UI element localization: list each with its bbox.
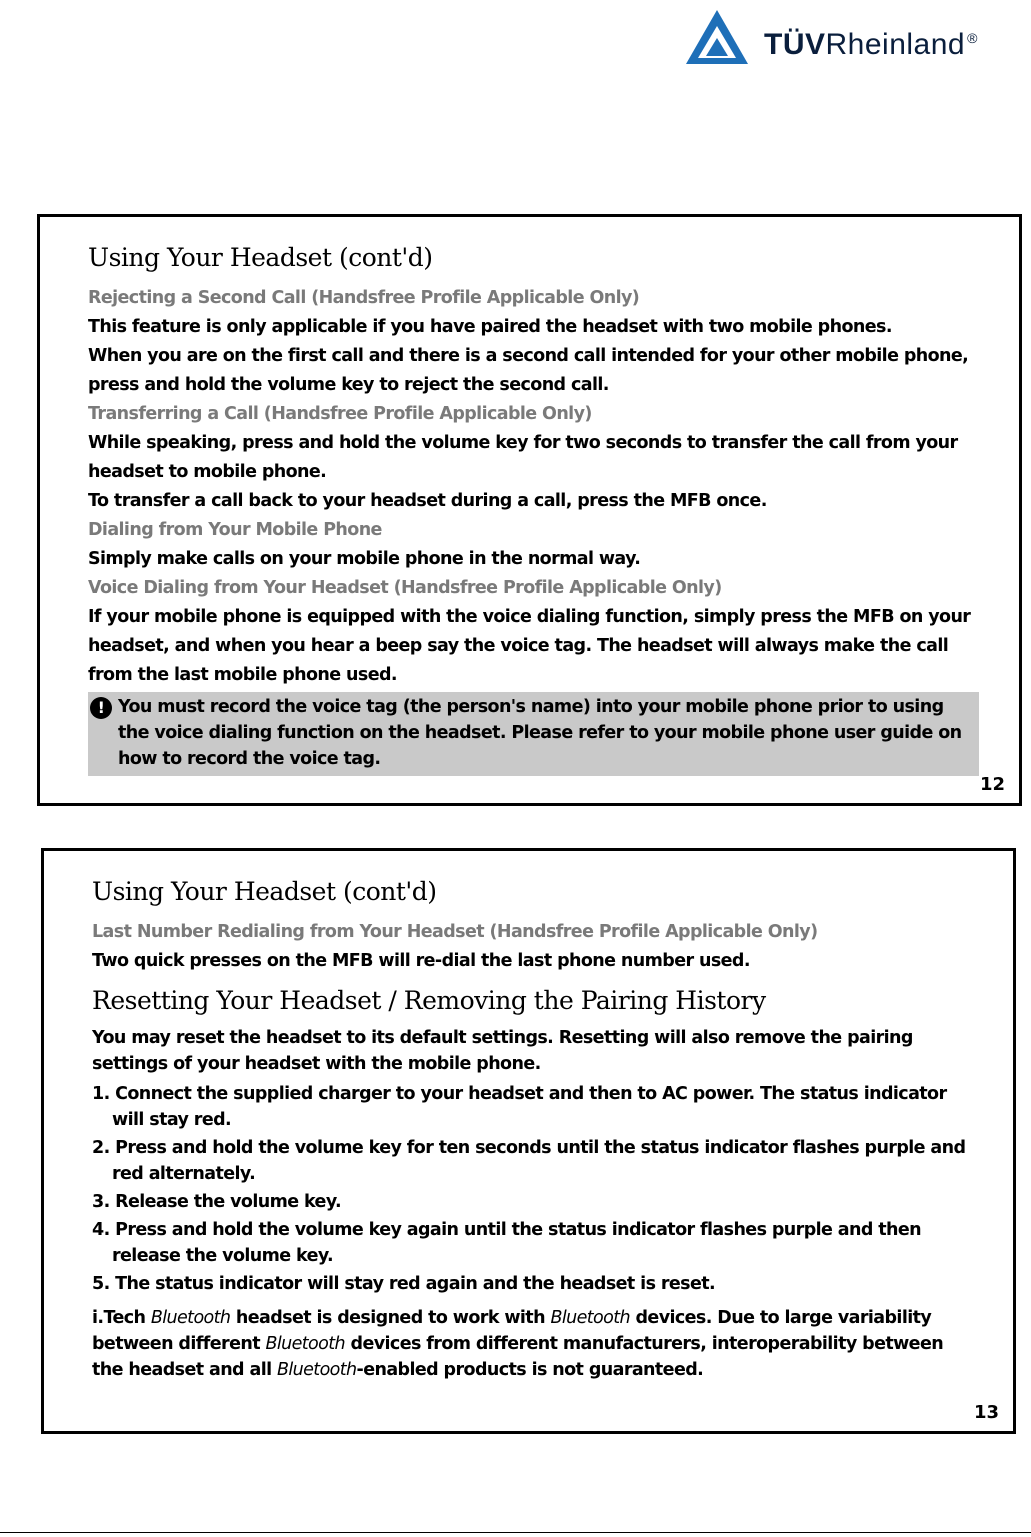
paragraph: When you are on the first call and there is a second call intended for your other mobile phone, press and hold the volume key to reject the second call. [88,346,969,395]
paragraph: This feature is only applicable if you have paired the headset with two mobile phones. [88,317,892,337]
section-heading: Transferring a Call (Handsfree Profile Applicable Only) [88,404,592,424]
list-item: 2. Press and hold the volume key for ten seconds until the status indicator flashes purple and red alternately. [92,1138,966,1184]
section-heading: Rejecting a Second Call (Handsfree Profile Applicable Only) [88,288,640,308]
paragraph: If your mobile phone is equipped with the voice dialing function, simply press the MFB on your headset, and when you hear a beep say the voice tag. The headset will always make the call from the last mobile phone used. [88,607,971,685]
manual-page-13 [41,848,1016,1434]
note-box [88,692,979,776]
note-text: You must record the voice tag (the person's name) into your mobile phone prior to using the voice dialing function on the headset. Please refer to your mobile phone user guide on how to record the voice tag. [118,697,962,769]
step-list [92,1081,973,1297]
paragraph: To transfer a call back to your headset during a call, press the MFB once. [88,491,767,511]
paragraph: You may reset the headset to its default settings. Resetting will also remove the pairing settings of your headset with the mobile phone. [92,1028,913,1074]
page-title: Using Your Headset (cont'd) [88,243,433,272]
paragraph: Two quick presses on the MFB will re-dial the last phone number used. [92,951,750,971]
triangle-logo-icon [682,8,752,68]
page-title: Using Your Headset (cont'd) [92,877,437,906]
section-heading: Dialing from Your Mobile Phone [88,520,382,540]
section-title: Resetting Your Headset / Removing the Pairing History [92,986,766,1015]
manual-page-12 [37,214,1022,806]
paragraph: While speaking, press and hold the volume key for two seconds to transfer the call from your headset to mobile phone. [88,433,958,482]
disclaimer: i.Tech Bluetooth headset is designed to work with Bluetooth devices. Due to large variability between different Bluetooth devices from different manufacturers, interoperability between the headset and all Bluetooth-enabled products is not guaranteed. [92,1308,944,1380]
exclamation-icon: ! [90,697,112,719]
bottom-rule [0,1532,1031,1533]
tuv-rheinland-logo [682,8,1012,68]
paragraph: Simply make calls on your mobile phone in the normal way. [88,549,641,569]
section-heading: Voice Dialing from Your Headset (Handsfree Profile Applicable Only) [88,578,722,598]
list-item: 3. Release the volume key. [92,1192,342,1212]
page-number: 12 [979,774,1005,795]
list-item: 1. Connect the supplied charger to your headset and then to AC power. The status indicator will stay red. [92,1084,947,1130]
list-item: 4. Press and hold the volume key again until the status indicator flashes purple and then release the volume key. [92,1220,922,1266]
page-number: 13 [973,1402,999,1423]
logo-wordmark: TÜVRheinland ® [764,28,978,61]
list-item: 5. The status indicator will stay red again and the headset is reset. [92,1274,716,1294]
section-heading: Last Number Redialing from Your Headset (Handsfree Profile Applicable Only) [92,922,818,942]
